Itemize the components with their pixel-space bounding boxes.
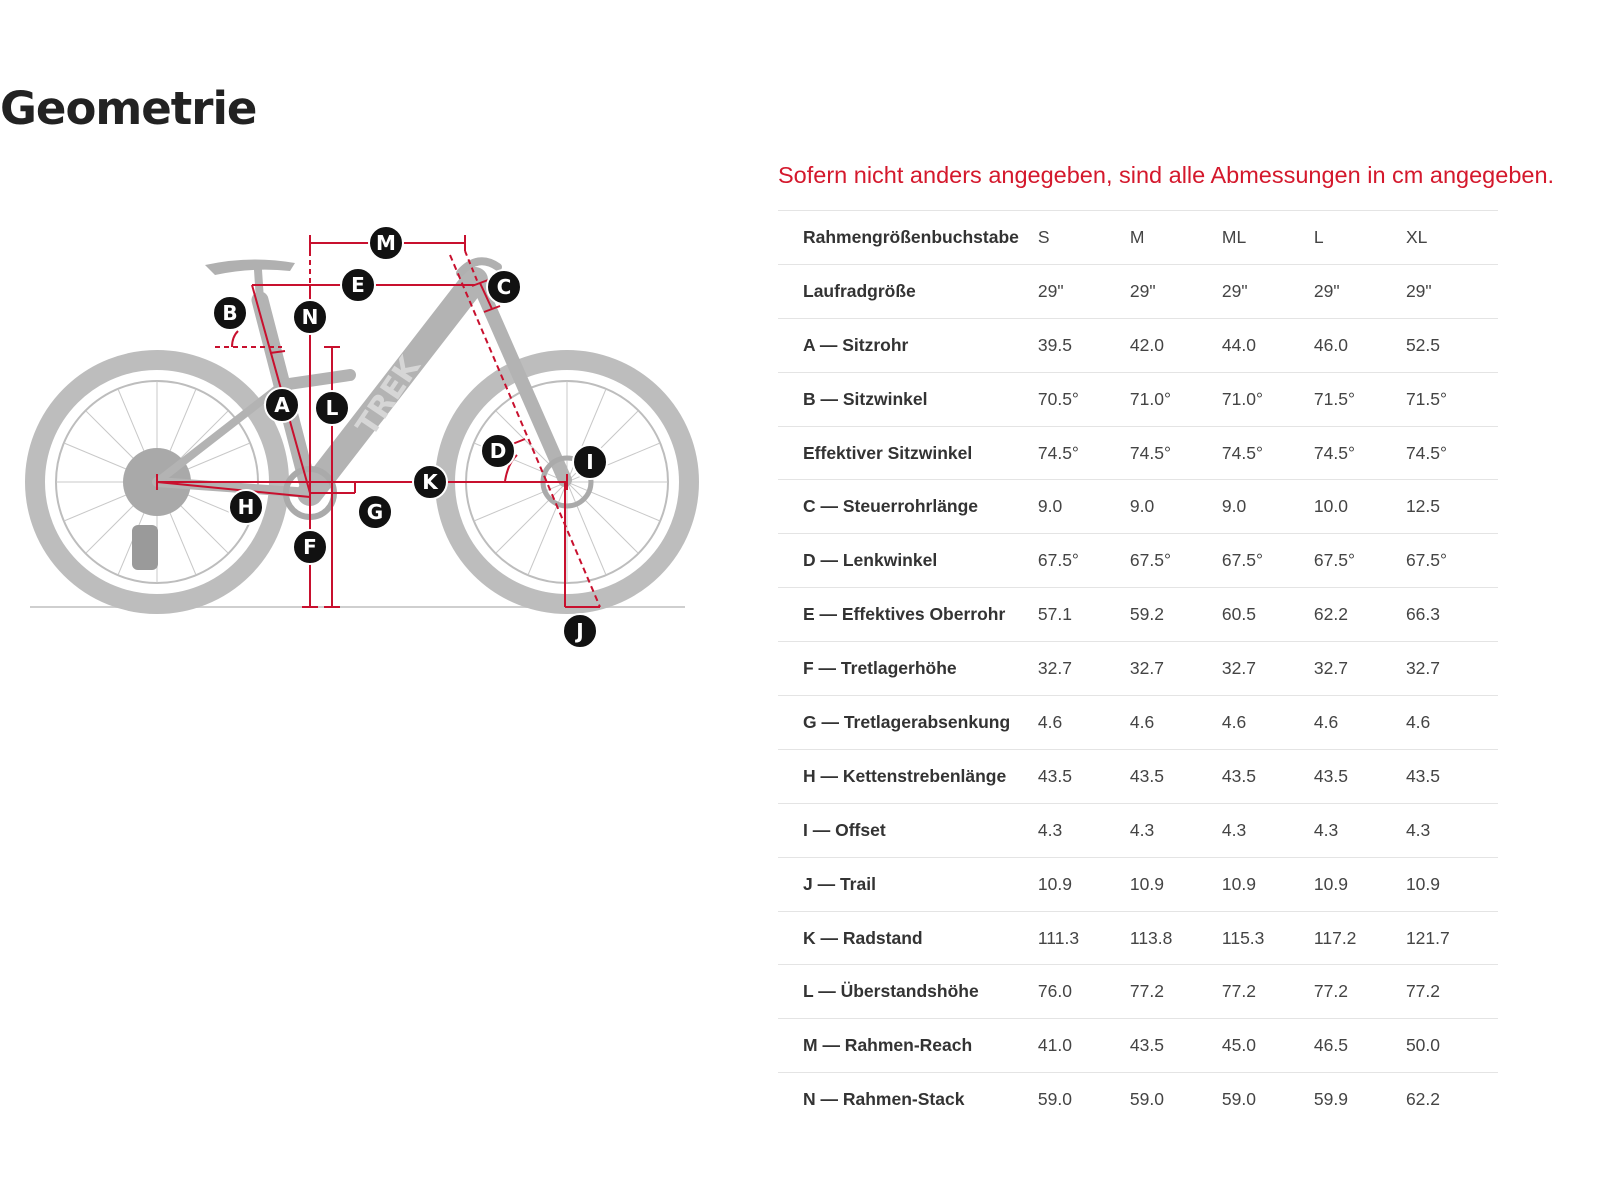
- cell-value: 4.6: [1222, 696, 1314, 750]
- table-row: [778, 588, 1498, 642]
- marker-l: [315, 391, 349, 425]
- cell-value: 10.9: [1314, 857, 1406, 911]
- cell-value: 74.5°: [1222, 426, 1314, 480]
- row-label: G — Tretlagerabsenkung: [778, 696, 1038, 750]
- cell-value: 43.5: [1130, 749, 1222, 803]
- saddle: [205, 259, 295, 275]
- marker-letter: L: [325, 396, 339, 420]
- cell-value: 60.5: [1222, 588, 1314, 642]
- row-label: F — Tretlagerhöhe: [778, 642, 1038, 696]
- marker-letter: G: [366, 500, 384, 524]
- marker-letter: D: [489, 439, 507, 463]
- table-row: [778, 749, 1498, 803]
- table-row: [778, 965, 1498, 1019]
- marker-letter: A: [274, 393, 290, 417]
- cell-value: 4.6: [1130, 696, 1222, 750]
- cell-value: 59.0: [1130, 1073, 1222, 1127]
- cell-value: 9.0: [1038, 480, 1130, 534]
- table-body: [778, 264, 1498, 1126]
- table-row: [778, 1019, 1498, 1073]
- cell-value: 50.0: [1406, 1019, 1498, 1073]
- table-row: [778, 803, 1498, 857]
- table-row: [778, 642, 1498, 696]
- cell-value: 121.7: [1406, 911, 1498, 965]
- marker-m: [369, 226, 403, 260]
- size-column-xl: XL: [1406, 211, 1498, 265]
- cell-value: 10.9: [1038, 857, 1130, 911]
- row-label: E — Effektives Oberrohr: [778, 588, 1038, 642]
- marker-c: [487, 270, 521, 304]
- marker-letter: B: [222, 301, 238, 325]
- marker-letter: F: [303, 535, 317, 559]
- marker-h: [229, 490, 263, 524]
- table-row: [778, 264, 1498, 318]
- size-column-ml: ML: [1222, 211, 1314, 265]
- cell-value: 39.5: [1038, 318, 1130, 372]
- cell-value: 67.5°: [1222, 534, 1314, 588]
- cell-value: 115.3: [1222, 911, 1314, 965]
- header-label: Rahmengrößenbuchstabe: [778, 211, 1038, 265]
- cell-value: 76.0: [1038, 965, 1130, 1019]
- cell-value: 70.5°: [1038, 372, 1130, 426]
- size-column-m: M: [1130, 211, 1222, 265]
- marker-n: [293, 300, 327, 334]
- cell-value: 74.5°: [1038, 426, 1130, 480]
- table-row: [778, 426, 1498, 480]
- cell-value: 46.5: [1314, 1019, 1406, 1073]
- marker-g: [358, 495, 392, 529]
- row-label: A — Sitzrohr: [778, 318, 1038, 372]
- cell-value: 77.2: [1406, 965, 1498, 1019]
- cell-value: 59.9: [1314, 1073, 1406, 1127]
- cell-value: 74.5°: [1314, 426, 1406, 480]
- cell-value: 44.0: [1222, 318, 1314, 372]
- marker-letter: N: [301, 305, 319, 329]
- cell-value: 71.5°: [1406, 372, 1498, 426]
- marker-b: [213, 296, 247, 330]
- cell-value: 62.2: [1314, 588, 1406, 642]
- size-column-s: S: [1038, 211, 1130, 265]
- cell-value: 67.5°: [1406, 534, 1498, 588]
- marker-e: [341, 268, 375, 302]
- cell-value: 10.9: [1130, 857, 1222, 911]
- row-label: N — Rahmen-Stack: [778, 1073, 1038, 1127]
- cell-value: 10.0: [1314, 480, 1406, 534]
- table-row: [778, 318, 1498, 372]
- size-column-l: L: [1314, 211, 1406, 265]
- cell-value: 29": [1406, 264, 1498, 318]
- cell-value: 32.7: [1038, 642, 1130, 696]
- table-row: [778, 911, 1498, 965]
- table-row: [778, 1073, 1498, 1127]
- cell-value: 4.6: [1406, 696, 1498, 750]
- rear-derailleur: [132, 525, 158, 570]
- table-header-row: [778, 211, 1498, 265]
- cell-value: 4.3: [1314, 803, 1406, 857]
- cell-value: 113.8: [1130, 911, 1222, 965]
- marker-d: [481, 434, 515, 468]
- cell-value: 4.3: [1222, 803, 1314, 857]
- marker-i: [573, 445, 607, 479]
- cell-value: 59.0: [1038, 1073, 1130, 1127]
- marker-letter: M: [376, 231, 396, 255]
- cell-value: 66.3: [1406, 588, 1498, 642]
- cell-value: 43.5: [1314, 749, 1406, 803]
- marker-j: [563, 614, 597, 648]
- row-label: M — Rahmen-Reach: [778, 1019, 1038, 1073]
- cell-value: 45.0: [1222, 1019, 1314, 1073]
- cell-value: 4.3: [1038, 803, 1130, 857]
- cell-value: 9.0: [1130, 480, 1222, 534]
- cell-value: 46.0: [1314, 318, 1406, 372]
- cell-value: 71.5°: [1314, 372, 1406, 426]
- cell-value: 4.3: [1406, 803, 1498, 857]
- row-label: Laufradgröße: [778, 264, 1038, 318]
- cell-value: 43.5: [1038, 749, 1130, 803]
- marker-letter: E: [351, 273, 365, 297]
- row-label: C — Steuerrohrlänge: [778, 480, 1038, 534]
- marker-letter: C: [496, 275, 512, 299]
- cell-value: 32.7: [1314, 642, 1406, 696]
- cell-value: 41.0: [1038, 1019, 1130, 1073]
- marker-letter: K: [422, 470, 438, 494]
- cell-value: 43.5: [1222, 749, 1314, 803]
- cell-value: 77.2: [1314, 965, 1406, 1019]
- cell-value: 10.9: [1222, 857, 1314, 911]
- cell-value: 57.1: [1038, 588, 1130, 642]
- marker-letter: H: [237, 495, 255, 519]
- row-label: K — Radstand: [778, 911, 1038, 965]
- cell-value: 67.5°: [1038, 534, 1130, 588]
- cell-value: 62.2: [1406, 1073, 1498, 1127]
- row-label: B — Sitzwinkel: [778, 372, 1038, 426]
- marker-letter: J: [576, 619, 584, 643]
- cell-value: 52.5: [1406, 318, 1498, 372]
- frame-brand-logo: TREK: [349, 350, 428, 443]
- cell-value: 32.7: [1130, 642, 1222, 696]
- table-row: [778, 480, 1498, 534]
- geometry-table: [778, 210, 1498, 1127]
- cell-value: 29": [1038, 264, 1130, 318]
- page-title: Geometrie: [0, 82, 257, 135]
- cell-value: 43.5: [1406, 749, 1498, 803]
- row-label: D — Lenkwinkel: [778, 534, 1038, 588]
- cell-value: 29": [1222, 264, 1314, 318]
- cell-value: 42.0: [1130, 318, 1222, 372]
- marker-k: [413, 465, 447, 499]
- cell-value: 32.7: [1222, 642, 1314, 696]
- cell-value: 71.0°: [1222, 372, 1314, 426]
- marker-letter: I: [586, 450, 594, 474]
- cell-value: 59.2: [1130, 588, 1222, 642]
- table-row: [778, 857, 1498, 911]
- cell-value: 67.5°: [1130, 534, 1222, 588]
- cell-value: 74.5°: [1406, 426, 1498, 480]
- cell-value: 77.2: [1222, 965, 1314, 1019]
- table-row: [778, 696, 1498, 750]
- table-row: [778, 534, 1498, 588]
- cell-value: 43.5: [1130, 1019, 1222, 1073]
- row-label: L — Überstandshöhe: [778, 965, 1038, 1019]
- cell-value: 67.5°: [1314, 534, 1406, 588]
- cell-value: 12.5: [1406, 480, 1498, 534]
- bike-geometry-diagram: [20, 225, 710, 665]
- cell-value: 4.3: [1130, 803, 1222, 857]
- cell-value: 9.0: [1222, 480, 1314, 534]
- table-row: [778, 372, 1498, 426]
- cell-value: 4.6: [1038, 696, 1130, 750]
- cell-value: 29": [1314, 264, 1406, 318]
- cell-value: 10.9: [1406, 857, 1498, 911]
- cell-value: 59.0: [1222, 1073, 1314, 1127]
- cell-value: 32.7: [1406, 642, 1498, 696]
- cell-value: 111.3: [1038, 911, 1130, 965]
- cell-value: 77.2: [1130, 965, 1222, 1019]
- cell-value: 4.6: [1314, 696, 1406, 750]
- cell-value: 117.2: [1314, 911, 1406, 965]
- marker-a: [265, 388, 299, 422]
- row-label: Effektiver Sitzwinkel: [778, 426, 1038, 480]
- cell-value: 71.0°: [1130, 372, 1222, 426]
- row-label: I — Offset: [778, 803, 1038, 857]
- marker-f: [293, 530, 327, 564]
- row-label: J — Trail: [778, 857, 1038, 911]
- units-note: Sofern nicht anders angegeben, sind alle Abmessungen in cm angegeben.: [778, 162, 1555, 188]
- row-label: H — Kettenstrebenlänge: [778, 749, 1038, 803]
- cell-value: 29": [1130, 264, 1222, 318]
- cell-value: 74.5°: [1130, 426, 1222, 480]
